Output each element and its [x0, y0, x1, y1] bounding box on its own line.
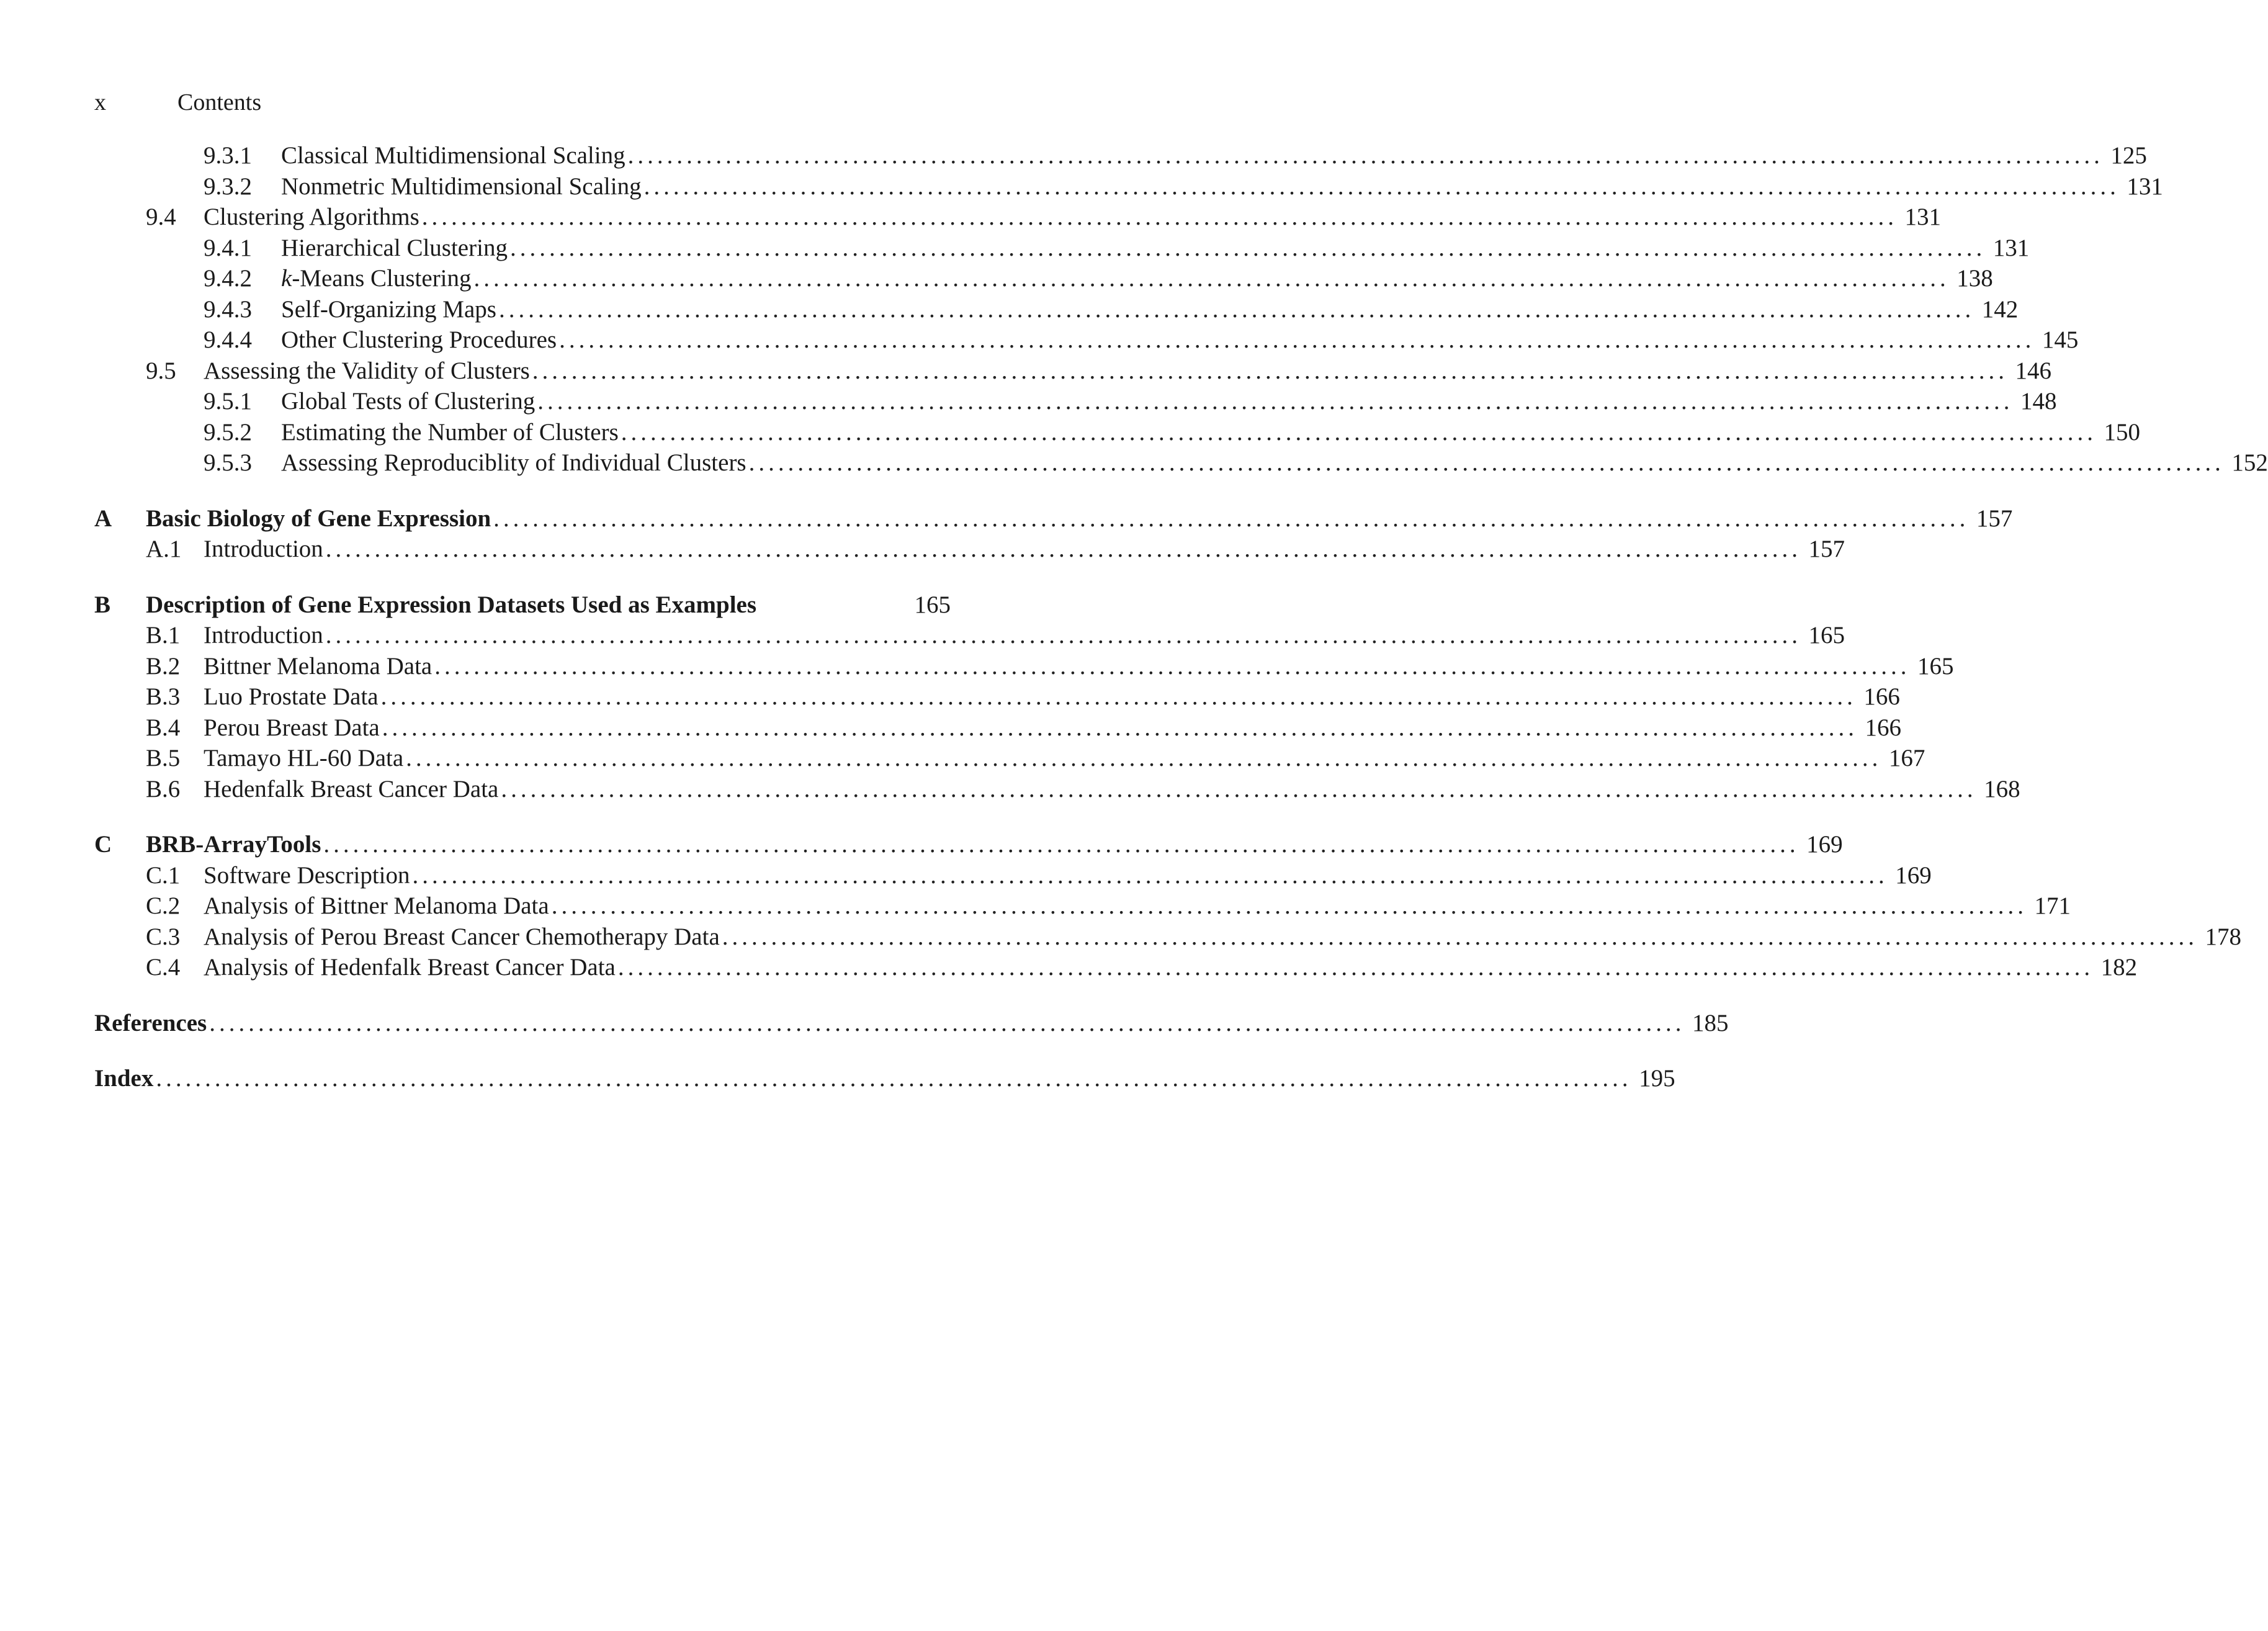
toc-entry-title: Classical Multidimensional Scaling	[281, 142, 625, 169]
toc-entry-number: 9.4	[146, 204, 176, 230]
toc-chapter-b[interactable]	[94, 590, 951, 621]
dot-leader: .......................................................................................................................................................	[325, 536, 1802, 562]
toc-entry-page: 165	[1917, 652, 1954, 680]
toc-entry-number: 9.5.3	[204, 449, 252, 476]
toc-entry-page: 165	[1808, 622, 1845, 649]
toc-entry-number: B.3	[146, 683, 181, 710]
toc-entry-page: 167	[1888, 745, 1925, 771]
toc-entry-9-5[interactable]	[94, 356, 2052, 387]
toc-entry-title: Assessing Reproduciblity of Individual Clusters	[281, 449, 746, 476]
toc-entry-c-2[interactable]	[94, 891, 2071, 922]
running-title: Contents	[177, 89, 262, 115]
dot-leader: .......................................................................................................................................................	[156, 1065, 1632, 1092]
toc-entry-b-6[interactable]	[94, 774, 2020, 805]
toc-entry-title: Luo Prostate Data	[204, 683, 379, 710]
toc-entry-b-4[interactable]	[94, 712, 1901, 744]
dot-leader: .......................................................................................................................................................	[627, 142, 2104, 169]
toc-entry-title: Analysis of Perou Breast Cancer Chemotherapy Data	[204, 923, 720, 950]
toc-entry-page: 168	[1984, 775, 2020, 802]
toc-entry-page: 195	[1639, 1065, 1675, 1092]
dot-leader: .......................................................................................................................................................	[643, 173, 2120, 200]
toc-entry-page: 148	[2020, 388, 2057, 415]
dot-leader: .......................................................................................................................................................	[501, 775, 1977, 802]
toc-entry-page: 146	[2015, 357, 2052, 384]
running-head	[94, 87, 951, 118]
toc-entry-title: Hierarchical Clustering	[281, 234, 508, 261]
toc-entry-title: Nonmetric Multidimensional Scaling	[281, 173, 642, 200]
toc-entry-number: B.1	[146, 622, 181, 649]
toc-entry-title: Clustering Algorithms	[204, 204, 419, 230]
dot-leader: .......................................................................................................................................................	[434, 652, 1911, 680]
toc-entry-9-4-4[interactable]	[94, 325, 2079, 356]
toc-entry-title: Hedenfalk Breast Cancer Data	[204, 775, 499, 802]
toc-entry-title: Software Description	[204, 861, 410, 889]
dot-leader: .......................................................................................................................................................	[617, 954, 2094, 981]
toc-entry-9-5-2[interactable]	[94, 417, 2141, 448]
toc-entry-page: 150	[2104, 418, 2141, 446]
toc-entry-page: 165	[914, 591, 951, 618]
toc-entry-page: 169	[1806, 831, 1843, 858]
toc-entry-title: Analysis of Bittner Melanoma Data	[204, 892, 549, 919]
toc-entry-c-4[interactable]	[94, 952, 2138, 983]
dot-leader: .......................................................................................................................................................	[722, 923, 2199, 950]
toc-entry-title: Estimating the Number of Clusters	[281, 418, 619, 446]
toc-entry-title-prefix: k	[281, 265, 292, 292]
toc-entry-number: C.2	[146, 892, 181, 919]
toc-entry-page: 131	[1992, 234, 2030, 261]
toc-entry-number: B.5	[146, 745, 181, 771]
toc-entry-title: Introduction	[204, 622, 323, 649]
toc-entry-b-2[interactable]	[94, 651, 1954, 682]
toc-entry-number: 9.5	[146, 357, 176, 384]
toc-entry-title: BRB-ArrayTools	[146, 831, 321, 858]
dot-leader: .......................................................................................................................................................	[412, 861, 1888, 889]
dot-leader: .......................................................................................................................................................	[473, 265, 1950, 292]
dot-leader: .......................................................................................................................................................	[382, 714, 1858, 741]
dot-leader: .......................................................................................................................................................	[421, 204, 1898, 230]
toc-entry-page: 166	[1865, 714, 1901, 741]
toc-entry-page: 138	[1956, 265, 1993, 292]
toc-entry-number: A	[94, 505, 112, 532]
toc-entry-c-3[interactable]	[94, 922, 2242, 953]
toc-entry-title	[281, 263, 474, 294]
toc-entry-title: Index	[94, 1065, 154, 1092]
toc-chapter-c[interactable]	[94, 829, 1843, 860]
toc-entry-title: Description of Gene Expression Datasets Used as Examples	[146, 591, 757, 618]
toc-entry-a-1[interactable]	[94, 534, 1845, 565]
toc-entry-title: Basic Biology of Gene Expression	[146, 505, 491, 532]
toc-entry-title: Other Clustering Procedures	[281, 326, 557, 353]
dot-leader: .......................................................................................................................................................	[537, 388, 2014, 415]
toc-entry-9-3-1[interactable]	[94, 140, 2147, 171]
toc-entry-number: 9.4.3	[204, 295, 252, 323]
toc-entry-title: Tamayo HL-60 Data	[204, 745, 404, 771]
toc-entry-9-4-3[interactable]	[94, 294, 2019, 325]
toc-entry-b-3[interactable]	[94, 681, 1900, 712]
toc-references[interactable]	[94, 1008, 1729, 1039]
toc-entry-title: Self-Organizing Maps	[281, 295, 496, 323]
toc-entry-number: C.1	[146, 861, 181, 889]
dot-leader: .......................................................................................................................................................	[325, 622, 1802, 649]
toc-entry-title: Bittner Melanoma Data	[204, 652, 433, 680]
dot-leader: .......................................................................................................................................................	[498, 295, 1975, 323]
toc-entry-page: 171	[2034, 892, 2071, 919]
toc-entry-page: 125	[2110, 142, 2147, 169]
toc-entry-number: 9.5.2	[204, 418, 252, 446]
dot-leader: .......................................................................................................................................................	[323, 831, 1800, 858]
toc-entry-9-4[interactable]	[94, 202, 1942, 233]
toc-chapter-a[interactable]	[94, 503, 2013, 534]
dot-leader: .......................................................................................................................................................	[748, 449, 2225, 476]
toc-entry-title: Analysis of Hedenfalk Breast Cancer Data	[204, 954, 616, 981]
toc-entry-number: C.4	[146, 954, 181, 981]
toc-entry-page: 131	[1904, 204, 1942, 230]
toc-entry-c-1[interactable]	[94, 860, 1932, 891]
dot-leader: .......................................................................................................................................................	[621, 418, 2097, 446]
toc-entry-number: 9.4.4	[204, 326, 252, 353]
toc-entry-number: B.6	[146, 775, 181, 802]
dot-leader: .......................................................................................................................................................	[493, 505, 1970, 532]
toc-entry-title: Introduction	[204, 536, 323, 562]
toc-entry-number: C.3	[146, 923, 181, 950]
dot-leader: .......................................................................................................................................................	[509, 234, 1986, 261]
toc-entry-number: 9.4.2	[204, 265, 252, 292]
toc-entry-9-3-2[interactable]	[94, 171, 2163, 202]
toc-entry-page: 178	[2205, 923, 2242, 950]
toc-entry-number: 9.5.1	[204, 388, 252, 415]
toc-entry-page: 185	[1692, 1009, 1729, 1036]
toc-entry-number: B.4	[146, 714, 181, 741]
toc-entry-number: 9.4.1	[204, 234, 252, 261]
toc-index[interactable]	[94, 1063, 1675, 1094]
toc-entry-number: A.1	[146, 536, 182, 562]
toc-entry-title: Global Tests of Clustering	[281, 388, 536, 415]
dot-leader: .......................................................................................................................................................	[559, 326, 2035, 353]
toc-entry-page: 145	[2042, 326, 2079, 353]
toc-entry-b-5[interactable]	[94, 743, 1925, 774]
toc-entry-number: 9.3.1	[204, 142, 252, 169]
dot-leader: .......................................................................................................................................................	[532, 357, 2009, 384]
toc-entry-page: 157	[1808, 536, 1845, 562]
toc-entry-title: Perou Breast Data	[204, 714, 380, 741]
toc-entry-b-1[interactable]	[94, 620, 1845, 651]
dot-leader: .......................................................................................................................................................	[406, 745, 1882, 771]
toc-entry-title: Assessing the Validity of Clusters	[204, 357, 530, 384]
toc-entry-page: 182	[2100, 954, 2138, 981]
toc-entry-number: 9.3.2	[204, 173, 252, 200]
toc-entry-title: References	[94, 1009, 207, 1036]
toc-entry-page: 166	[1863, 683, 1900, 710]
toc-entry-page: 157	[1976, 505, 2013, 532]
toc-entry-9-4-1[interactable]	[94, 233, 2030, 264]
dot-leader: .......................................................................................................................................................	[380, 683, 1857, 710]
toc-entry-9-5-1[interactable]	[94, 386, 2057, 417]
toc-entry-9-4-2[interactable]	[94, 263, 1993, 294]
toc-entry-number: B.2	[146, 652, 181, 680]
toc-entry-page: 131	[2127, 173, 2163, 200]
dot-leader: .......................................................................................................................................................	[551, 892, 2027, 919]
toc-entry-9-5-3[interactable]	[94, 447, 2268, 479]
toc-entry-page: 142	[1981, 295, 2019, 323]
table-of-contents	[94, 140, 2268, 1094]
toc-entry-number: B	[94, 591, 111, 618]
toc-entry-title-rest: -Means Clustering	[292, 265, 472, 292]
dot-leader: .......................................................................................................................................................	[209, 1009, 1685, 1036]
toc-entry-page: 169	[1895, 861, 1932, 889]
toc-entry-number: C	[94, 831, 112, 858]
page-folio: x	[94, 89, 106, 115]
toc-entry-page: 152	[2231, 449, 2268, 476]
